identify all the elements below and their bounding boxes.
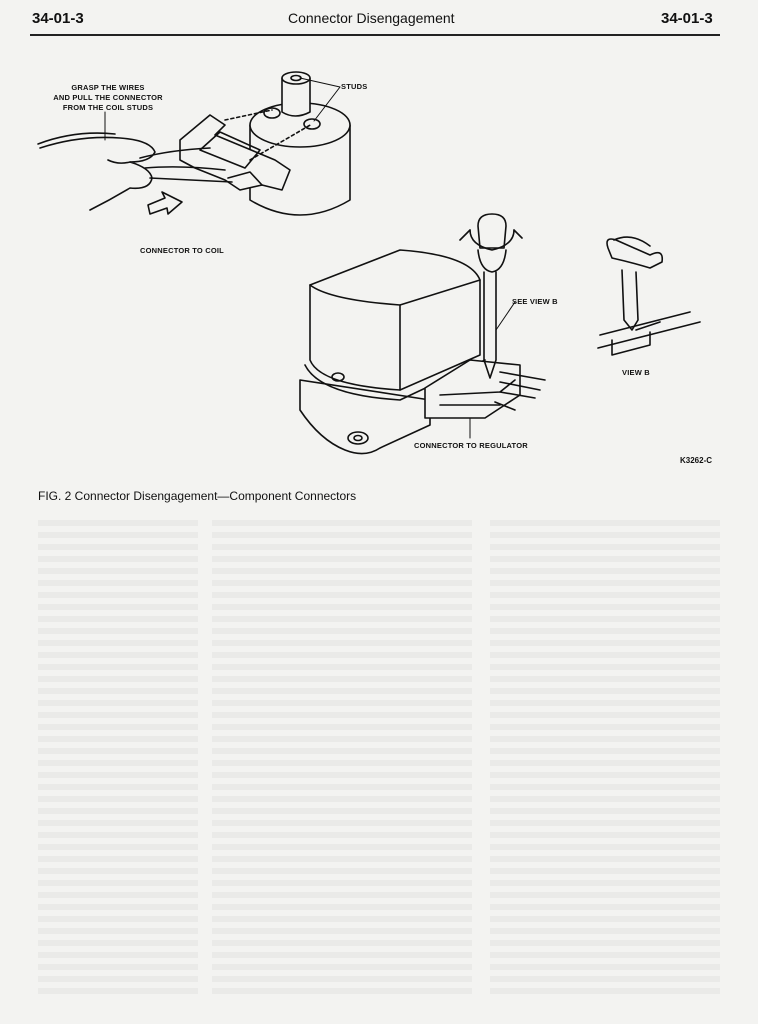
figure-caption: FIG. 2 Connector Disengagement—Component Connectors xyxy=(38,489,357,503)
callout-grasp-wires: GRASP THE WIRES AND PULL THE CONNECTOR FROM THE COIL STUDS xyxy=(53,83,163,112)
page-number-left: 34-01-3 xyxy=(32,10,84,27)
callout-see-view-b: SEE VIEW B xyxy=(512,297,558,306)
callout-view-b: VIEW B xyxy=(622,368,650,377)
callout-connector-to-regulator: CONNECTOR TO REGULATOR xyxy=(414,441,528,450)
page-number-right: 34-01-3 xyxy=(661,10,713,27)
voltage-regulator-drawing xyxy=(300,214,545,454)
callout-connector-to-coil: CONNECTOR TO COIL xyxy=(140,246,224,255)
page-title: Connector Disengagement xyxy=(288,10,455,26)
view-b-drawing xyxy=(598,237,700,355)
figure-code: K3262-C xyxy=(680,456,713,465)
callout-studs: STUDS xyxy=(341,82,368,91)
